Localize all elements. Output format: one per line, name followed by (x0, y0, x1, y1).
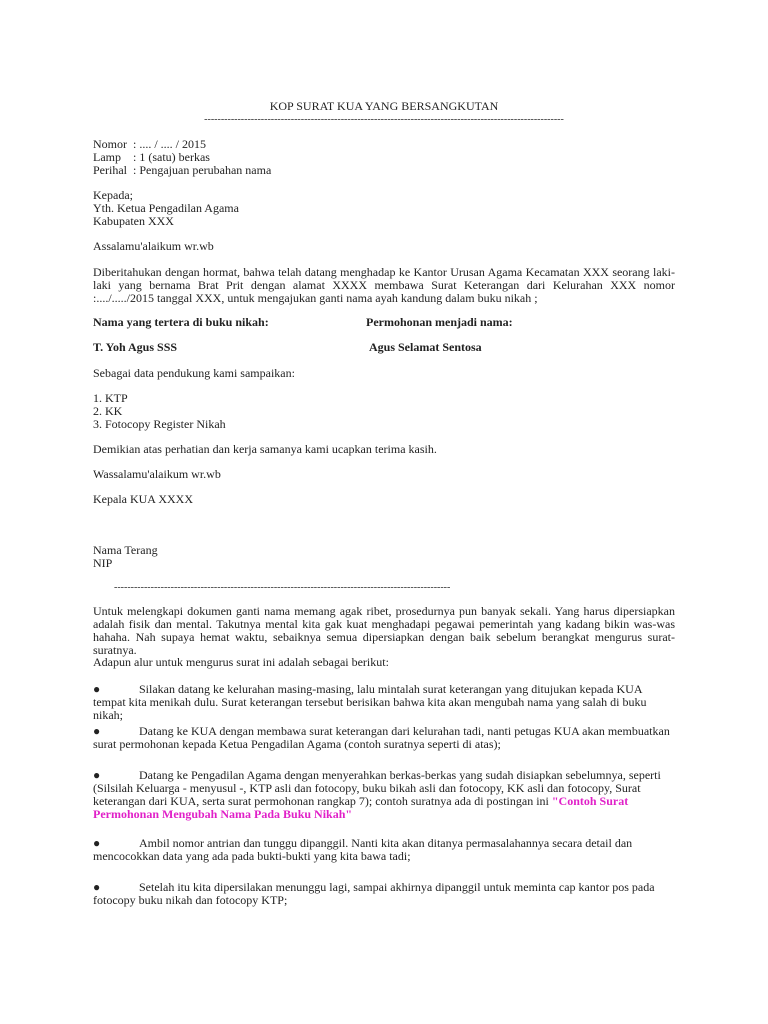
perihal-label: Perihal (93, 163, 127, 177)
list-item-text (93, 769, 675, 821)
greeting: Assalamu'alaikum wr.wb (93, 239, 214, 253)
bullet-icon: ● (93, 724, 101, 738)
lamp-label: Lamp (93, 150, 121, 164)
list-item-text: Setelah itu kita dipersilakan menunggu lagi, sampai akhirnya dipanggil untuk meminta cap kantor pos pada fotocopy buku nikah dan fotocopy KTP; (93, 880, 655, 907)
letterhead-separator: ------------------------------------------------------------------------------------------------------------ (204, 114, 564, 125)
names-left-header: Nama yang tertera di buku nikah: (93, 315, 269, 329)
supporting-item: 3. Fotocopy Register Nikah (93, 417, 226, 431)
supporting-lead: Sebagai data pendukung kami sampaikan: (93, 366, 295, 380)
list-item-body: Datang ke Pengadilan Agama dengan menyerahkan berkas-berkas yang sudah disiapkan sebelumnya, seperti (Silsilah Keluarga - menyusul -, KTP asli dan fotocopy, buku bikah asli dan fotocopy, KK asli dan fotocopy, Surat keterangan dari KUA, serta surat permohonan rangkap 7); contoh suratnya ada di postingan ini (93, 768, 661, 808)
recipient-line-2: Yth. Ketua Pengadilan Agama (93, 201, 239, 215)
list-item-text: Silakan datang ke kelurahan masing-masing, lalu mintalah surat keterangan yang ditujukan kepada KUA tempat kita menikah dulu. Surat keterangan tersebut berisikan bahwa kita akan mengubah nama yang salah di buku nikah; (93, 682, 647, 722)
names-right-header: Permohonan menjadi nama: (366, 315, 513, 329)
recipient-line-3: Kabupaten XXX (93, 214, 174, 228)
list-item-text: Datang ke KUA dengan membawa surat keterangan dari kelurahan tadi, nanti petugas KUA akan membuatkan surat permohonan kepada Ketua Pengadilan Agama (contoh suratnya seperti di atas); (93, 724, 670, 751)
farewell-line: Wassalamu'alaikum wr.wb (93, 467, 221, 481)
letterhead-title: KOP SURAT KUA YANG BERSANGKUTAN (269, 99, 499, 113)
lamp-value: : 1 (satu) berkas (133, 150, 210, 164)
perihal-row (93, 164, 271, 177)
supporting-item: 1. KTP (93, 391, 128, 405)
nomor-value: : .... / .... / 2015 (133, 137, 207, 151)
closing-line: Demikian atas perhatian dan kerja samanya kami ucapkan terima kasih. (93, 442, 437, 456)
bullet-icon: ● (93, 836, 101, 850)
article-paragraph-2: Adapun alur untuk mengurus surat ini adalah sebagai berikut: (93, 655, 389, 669)
nomor-label: Nomor (93, 137, 127, 151)
recipient-line-1: Kepada; (93, 188, 133, 202)
signature-name: Nama Terang (93, 543, 158, 557)
bullet-icon: ● (93, 768, 101, 782)
perihal-value: : Pengajuan perubahan nama (133, 163, 272, 177)
supporting-item: 2. KK (93, 404, 123, 418)
bullet-icon: ● (93, 682, 101, 696)
article-paragraph-1: Untuk melengkapi dokumen ganti nama memang agak ribet, prosedurnya pun banyak sekali. Yang harus dipersiapkan adalah fisik dan mental. Takutnya mental kita gak kuat menghadapi pegawai pemerintah yang kadang bikin was-was hahaha. Nah supaya hemat waktu, sebaiknya semua dipersiapkan dengan baik sebelum berangkat mengurus surat-suratnya. (93, 604, 675, 657)
names-right-value: Agus Selamat Sentosa (369, 340, 482, 354)
names-left-value: T. Yoh Agus SSS (93, 340, 178, 354)
signature-nip: NIP (93, 556, 113, 570)
intro-paragraph: Diberitahukan dengan hormat, bahwa telah datang menghadap ke Kantor Urusan Agama Kecamatan XXX seorang laki-laki yang bernama Brat Prit dengan alamat XXXX membawa Surat Keterangan dari Kelurahan XXX nomor :..../...../2015 tanggal XXX, untuk mengajukan ganti nama ayah kandung dalam buku nikah ; (93, 265, 675, 305)
example-letter-link[interactable]: "Contoh Surat Permohonan Mengubah Nama Pada Buku Nikah" (93, 794, 629, 821)
section-divider: ----------------------------------------------------------------------------------------------------- (114, 582, 451, 593)
bullet-icon: ● (93, 880, 101, 894)
list-item-text: Ambil nomor antrian dan tunggu dipanggil. Nanti kita akan ditanya permasalahannya secara detail dan mencocokkan data yang ada pada bukti-bukti yang kita bawa tadi; (93, 836, 633, 863)
signer-title: Kepala KUA XXXX (93, 492, 193, 506)
